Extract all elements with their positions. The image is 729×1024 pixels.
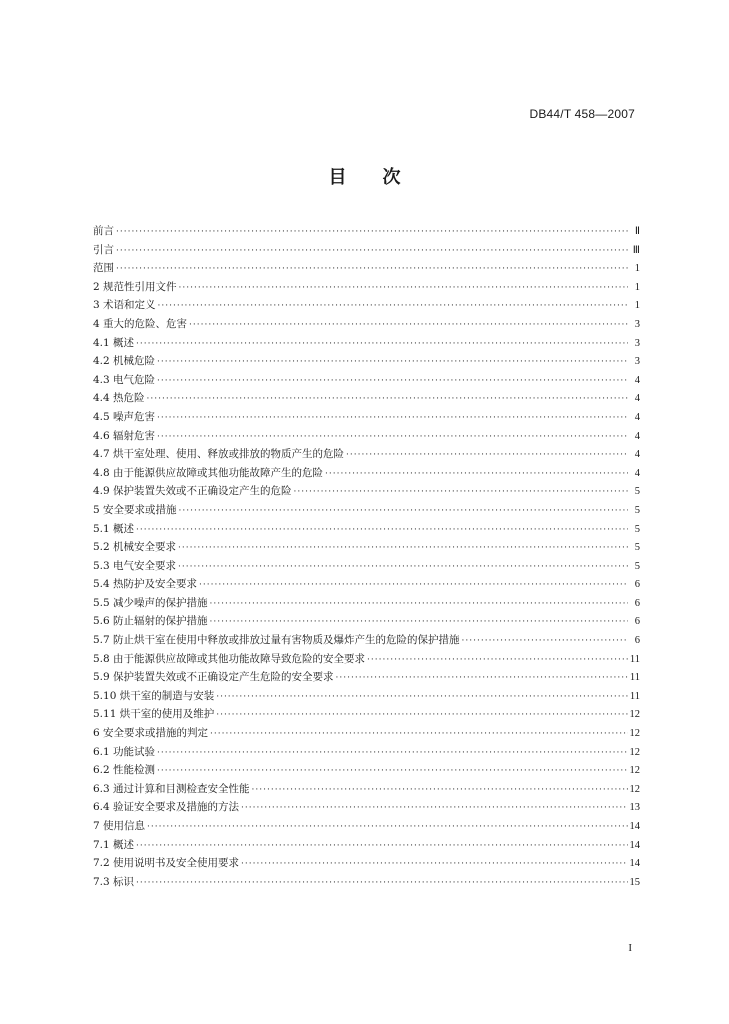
toc-entry-page: 4 bbox=[634, 449, 640, 461]
toc-entry[interactable] bbox=[93, 557, 640, 576]
toc-entry-label: 6 安全要求或措施的判定 bbox=[93, 727, 209, 740]
toc-entry-page: 14 bbox=[629, 858, 640, 870]
page-title bbox=[0, 163, 729, 189]
toc-entry[interactable] bbox=[93, 854, 640, 873]
toc-leader-dots bbox=[157, 372, 628, 391]
toc-entry[interactable] bbox=[93, 575, 640, 594]
toc-entry-label: 前言 bbox=[93, 225, 114, 237]
toc-leader-dots bbox=[136, 521, 628, 540]
toc-leader-dots bbox=[116, 260, 628, 279]
toc-entry-page: 5 bbox=[634, 560, 640, 572]
toc-entry-page: 3 bbox=[634, 318, 640, 330]
toc-leader-dots bbox=[367, 651, 628, 670]
toc-leader-dots bbox=[157, 409, 628, 428]
page-title-char-1: 目 bbox=[328, 167, 347, 188]
toc-leader-dots bbox=[325, 465, 628, 484]
toc-entry-label: 4.6 辐射危害 bbox=[93, 429, 156, 442]
toc-entry-page: Ⅲ bbox=[632, 244, 640, 256]
toc-leader-dots bbox=[178, 539, 628, 558]
toc-entry[interactable] bbox=[93, 259, 640, 278]
toc-entry-label: 6.3 通过计算和目测检查安全性能 bbox=[93, 782, 250, 795]
toc-entry-page: 1 bbox=[634, 281, 640, 293]
toc-leader-dots bbox=[462, 632, 628, 651]
toc-entry[interactable] bbox=[93, 371, 640, 390]
toc-entry[interactable] bbox=[93, 650, 640, 669]
toc-entry-page: 5 bbox=[634, 542, 640, 554]
toc-entry[interactable] bbox=[93, 408, 640, 427]
toc-entry[interactable] bbox=[93, 687, 640, 706]
toc-leader-dots bbox=[116, 242, 628, 261]
toc-entry-page: 4 bbox=[634, 411, 640, 423]
toc-entry-label: 5.2 机械安全要求 bbox=[93, 541, 177, 554]
toc-entry-page: 4 bbox=[634, 374, 640, 386]
toc-leader-dots bbox=[178, 558, 628, 577]
toc-entry-page: 1 bbox=[634, 300, 640, 312]
toc-entry-page: 11 bbox=[629, 672, 640, 684]
toc-leader-dots bbox=[136, 874, 627, 893]
toc-leader-dots bbox=[216, 688, 628, 707]
toc-leader-dots bbox=[199, 576, 628, 595]
toc-entry-label: 4.3 电气危险 bbox=[93, 373, 156, 386]
toc-leader-dots bbox=[147, 390, 628, 409]
toc-entry-label: 5.1 概述 bbox=[93, 522, 135, 535]
toc-entry-label: 4.8 由于能源供应故障或其他功能故障产生的危险 bbox=[93, 466, 324, 479]
toc-entry[interactable] bbox=[93, 427, 640, 446]
toc-entry-page: Ⅱ bbox=[634, 226, 640, 237]
toc-entry-label: 5.8 由于能源供应故障或其他功能故障导致危险的安全要求 bbox=[93, 652, 366, 665]
toc-entry-page: 11 bbox=[629, 653, 640, 665]
toc-entry[interactable] bbox=[93, 780, 640, 799]
toc-leader-dots bbox=[241, 855, 627, 874]
toc-leader-dots bbox=[147, 818, 627, 837]
toc-entry-page: 12 bbox=[629, 783, 640, 795]
toc-entry-label: 7 使用信息 bbox=[93, 820, 146, 832]
toc-entry-label: 4.7 烘干室处理、使用、释放或排放的物质产生的危险 bbox=[93, 448, 345, 461]
toc-entry-label: 5.10 烘干室的制造与安装 bbox=[93, 689, 215, 702]
toc-entry[interactable] bbox=[93, 668, 640, 687]
toc-leader-dots bbox=[336, 669, 628, 688]
toc-entry[interactable] bbox=[93, 798, 640, 817]
toc-entry-page: 5 bbox=[634, 504, 640, 516]
toc-leader-dots bbox=[210, 595, 628, 614]
toc-entry[interactable] bbox=[93, 836, 640, 855]
toc-leader-dots bbox=[210, 613, 628, 632]
toc-entry-label: 4.5 噪声危害 bbox=[93, 410, 156, 423]
toc-entry-label: 引言 bbox=[93, 243, 114, 256]
page-number: I bbox=[628, 942, 632, 954]
toc-entry-page: 11 bbox=[629, 690, 640, 702]
toc-entry-page: 3 bbox=[634, 337, 640, 349]
toc-entry[interactable] bbox=[93, 278, 640, 297]
toc-entry[interactable] bbox=[93, 520, 640, 539]
toc-entry-label: 5.9 保护装置失效或不正确设定产生危险的安全要求 bbox=[93, 671, 334, 684]
toc-entry-label: 5 安全要求或措施 bbox=[93, 503, 177, 516]
toc-entry[interactable] bbox=[93, 743, 640, 762]
toc-entry-label: 3 术语和定义 bbox=[93, 299, 156, 312]
toc-entry[interactable] bbox=[93, 817, 640, 836]
toc-entry-page: 13 bbox=[629, 802, 640, 814]
toc-entry-page: 4 bbox=[634, 467, 640, 479]
toc-entry[interactable] bbox=[93, 538, 640, 557]
toc-leader-dots bbox=[158, 297, 628, 316]
toc-leader-dots bbox=[116, 223, 628, 242]
toc-entry[interactable] bbox=[93, 873, 640, 892]
toc-entry-page: 6 bbox=[634, 579, 640, 591]
standard-code: DB44/T 458—2007 bbox=[529, 107, 635, 121]
toc-entry-label: 5.11 烘干室的使用及维护 bbox=[93, 708, 215, 721]
toc-leader-dots bbox=[179, 502, 628, 521]
toc-entry[interactable] bbox=[93, 445, 640, 464]
toc-leader-dots bbox=[216, 706, 627, 725]
toc-entry-page: 5 bbox=[634, 486, 640, 498]
toc-leader-dots bbox=[136, 335, 628, 354]
page-title-char-2: 次 bbox=[382, 167, 401, 188]
toc-entry-label: 4.1 概述 bbox=[93, 336, 135, 349]
toc-leader-dots bbox=[157, 744, 627, 763]
table-of-contents bbox=[93, 222, 640, 891]
toc-entry-page: 1 bbox=[634, 263, 640, 275]
toc-entry-page: 3 bbox=[634, 356, 640, 368]
toc-leader-dots bbox=[136, 837, 627, 856]
toc-entry-label: 7.2 使用说明书及安全使用要求 bbox=[93, 857, 240, 870]
toc-entry[interactable] bbox=[93, 594, 640, 613]
toc-leader-dots bbox=[252, 781, 628, 800]
toc-entry[interactable] bbox=[93, 631, 640, 650]
toc-entry-page: 12 bbox=[629, 746, 640, 758]
toc-leader-dots bbox=[210, 725, 627, 744]
toc-entry-label: 2 规范性引用文件 bbox=[93, 280, 177, 293]
toc-entry[interactable] bbox=[93, 724, 640, 743]
toc-entry[interactable] bbox=[93, 352, 640, 371]
toc-entry-label: 4.9 保护装置失效或不正确设定产生的危险 bbox=[93, 485, 292, 498]
toc-entry-label: 6.4 验证安全要求及措施的方法 bbox=[93, 801, 240, 814]
toc-entry[interactable] bbox=[93, 241, 640, 260]
toc-entry-page: 6 bbox=[634, 635, 640, 647]
toc-entry-label: 4.2 机械危险 bbox=[93, 355, 156, 368]
toc-entry[interactable] bbox=[93, 222, 640, 241]
toc-leader-dots bbox=[157, 353, 628, 372]
toc-entry[interactable] bbox=[93, 334, 640, 353]
toc-leader-dots bbox=[157, 762, 627, 781]
toc-leader-dots bbox=[294, 483, 628, 502]
toc-entry[interactable] bbox=[93, 315, 640, 334]
toc-entry-label: 7.1 概述 bbox=[93, 838, 135, 851]
toc-leader-dots bbox=[179, 279, 628, 298]
toc-entry-page: 6 bbox=[634, 616, 640, 628]
toc-entry[interactable] bbox=[93, 612, 640, 631]
toc-entry[interactable] bbox=[93, 296, 640, 315]
toc-entry-label: 范围 bbox=[93, 262, 114, 275]
toc-entry-label: 4 重大的危险、危害 bbox=[93, 317, 188, 330]
toc-entry-label: 5.7 防止烘干室在使用中释放或排放过量有害物质及爆炸产生的危险的保护措施 bbox=[93, 634, 460, 647]
toc-entry-label: 5.4 热防护及安全要求 bbox=[93, 578, 198, 591]
toc-entry-page: 4 bbox=[634, 393, 640, 405]
toc-entry-page: 12 bbox=[629, 765, 640, 777]
toc-entry-page: 4 bbox=[634, 430, 640, 442]
toc-leader-dots bbox=[157, 428, 628, 447]
toc-entry-page: 12 bbox=[629, 709, 640, 721]
toc-entry-label: 5.3 电气安全要求 bbox=[93, 559, 177, 572]
toc-entry-label: 5.5 减少噪声的保护措施 bbox=[93, 596, 208, 609]
toc-leader-dots bbox=[241, 799, 627, 818]
toc-leader-dots bbox=[346, 446, 628, 465]
toc-entry-page: 6 bbox=[634, 597, 640, 609]
toc-entry-label: 6.2 性能检测 bbox=[93, 764, 156, 777]
toc-entry-label: 5.6 防止辐射的保护措施 bbox=[93, 615, 208, 628]
toc-entry-page: 12 bbox=[629, 728, 640, 740]
toc-entry-page: 14 bbox=[629, 839, 640, 851]
toc-entry[interactable] bbox=[93, 501, 640, 520]
toc-entry[interactable] bbox=[93, 464, 640, 483]
toc-entry-label: 4.4 热危险 bbox=[93, 392, 145, 405]
toc-entry[interactable] bbox=[93, 761, 640, 780]
toc-entry[interactable] bbox=[93, 705, 640, 724]
toc-leader-dots bbox=[189, 316, 628, 335]
toc-entry[interactable] bbox=[93, 389, 640, 408]
toc-entry-page: 14 bbox=[629, 821, 640, 832]
toc-entry-label: 6.1 功能试验 bbox=[93, 745, 156, 758]
toc-entry-page: 5 bbox=[634, 523, 640, 535]
toc-entry-page: 15 bbox=[629, 876, 640, 888]
toc-entry-label: 7.3 标识 bbox=[93, 875, 135, 888]
toc-entry[interactable] bbox=[93, 482, 640, 501]
